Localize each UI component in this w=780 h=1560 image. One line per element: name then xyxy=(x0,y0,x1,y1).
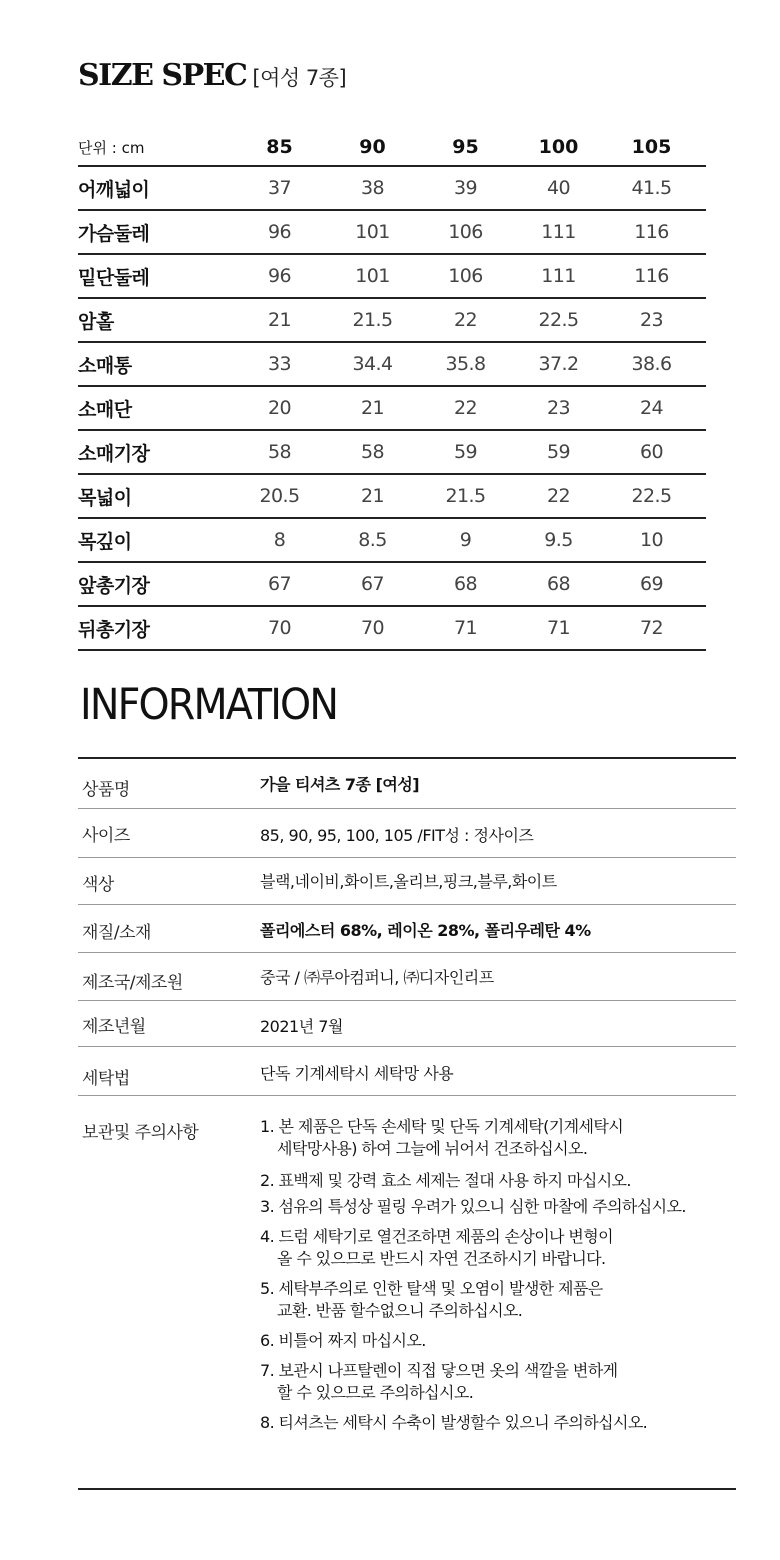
info-value: 폴리에스터 68%, 레이온 28%, 폴리우레탄 4% xyxy=(260,921,591,940)
care-item-text: 7. 보관시 나프탈렌이 직접 닿으면 옷의 색깔을 변하게 xyxy=(260,1361,618,1380)
info-row-size xyxy=(78,809,736,858)
care-item-text: 3. 섬유의 특성상 필링 우려가 있으니 심한 마찰에 주의하십시오. xyxy=(260,1197,686,1216)
care-item-continuation: 올 수 있으므로 반드시 자연 건조하시기 바랍니다. xyxy=(277,1249,606,1268)
measurement-value: 41.5 xyxy=(631,177,672,199)
size-spec-heading xyxy=(78,58,346,102)
measurement-value: 21 xyxy=(361,485,384,507)
measurement-value: 9.5 xyxy=(544,529,573,551)
info-label: 제조국/제조원 xyxy=(82,973,183,993)
measurement-value: 70 xyxy=(361,617,384,639)
table-row xyxy=(78,519,706,563)
info-value: 가을 티셔츠 7종 [여성] xyxy=(260,775,420,794)
measurement-label: 소매통 xyxy=(78,354,132,377)
care-item xyxy=(260,1360,736,1404)
info-row-manufacture-date xyxy=(78,1001,736,1047)
measurement-value: 22 xyxy=(454,309,477,331)
measurement-value: 106 xyxy=(448,221,483,243)
measurement-value: 8 xyxy=(273,529,286,551)
measurement-label: 가슴둘레 xyxy=(78,222,150,245)
measurement-label: 암홀 xyxy=(78,310,114,333)
measurement-label: 어깨넓이 xyxy=(78,178,150,201)
measurement-value: 116 xyxy=(634,221,669,243)
care-item xyxy=(260,1226,736,1270)
info-value: 단독 기계세탁시 세탁망 사용 xyxy=(260,1064,454,1083)
measurement-label: 밑단둘레 xyxy=(78,266,150,289)
info-label: 보관및 주의사항 xyxy=(82,1123,199,1143)
measurement-value: 22 xyxy=(547,485,570,507)
size-spec-title: SIZE SPEC xyxy=(78,58,247,93)
unit-label: 단위 : cm xyxy=(78,138,145,157)
measurement-value: 67 xyxy=(268,573,291,595)
measurement-value: 24 xyxy=(640,397,663,419)
measurement-value: 23 xyxy=(640,309,663,331)
table-row xyxy=(78,387,706,431)
measurement-value: 21 xyxy=(268,309,291,331)
measurement-value: 40 xyxy=(547,177,570,199)
info-value: 블랙,네이비,화이트,올리브,핑크,블루,화이트 xyxy=(260,872,557,891)
measurement-value: 106 xyxy=(448,265,483,287)
measurement-label: 소매기장 xyxy=(78,442,150,465)
measurement-value: 101 xyxy=(355,265,390,287)
table-row xyxy=(78,299,706,343)
measurement-value: 60 xyxy=(640,441,663,463)
information-title: INFORMATION xyxy=(80,680,338,730)
info-row-care xyxy=(78,1096,736,1434)
measurement-value: 37.2 xyxy=(538,353,579,375)
care-item-text: 8. 티셔츠는 세탁시 수축이 발생할수 있으니 주의하십시오. xyxy=(260,1413,648,1432)
size-header-105: 105 xyxy=(631,136,672,158)
measurement-value: 96 xyxy=(268,265,291,287)
care-item-text: 6. 비틀어 짜지 마십시오. xyxy=(260,1331,426,1350)
measurement-value: 35.8 xyxy=(445,353,486,375)
care-item-text: 5. 세탁부주의로 인한 탈색 및 오염이 발생한 제품은 xyxy=(260,1279,603,1298)
measurement-value: 71 xyxy=(547,617,570,639)
size-spec-subtitle: [여성 7종] xyxy=(252,66,347,90)
measurement-value: 34.4 xyxy=(352,353,393,375)
care-item-text: 4. 드럼 세탁기로 열건조하면 제품의 손상이나 변형이 xyxy=(260,1227,613,1246)
measurement-value: 111 xyxy=(541,265,576,287)
table-row xyxy=(78,563,706,607)
info-row-product-name xyxy=(78,759,736,809)
measurement-value: 116 xyxy=(634,265,669,287)
measurement-value: 21 xyxy=(361,397,384,419)
measurement-value: 68 xyxy=(547,573,570,595)
care-item xyxy=(260,1196,736,1218)
measurement-label: 뒤총기장 xyxy=(78,618,150,641)
measurement-value: 33 xyxy=(268,353,291,375)
care-item xyxy=(260,1170,736,1192)
measurement-value: 67 xyxy=(361,573,384,595)
care-item xyxy=(260,1330,736,1352)
size-table-header xyxy=(78,129,706,167)
info-row-color xyxy=(78,858,736,905)
table-row xyxy=(78,343,706,387)
size-header-90: 90 xyxy=(359,136,386,158)
measurement-value: 38.6 xyxy=(631,353,672,375)
measurement-value: 69 xyxy=(640,573,663,595)
care-item xyxy=(260,1278,736,1322)
measurement-value: 21.5 xyxy=(445,485,486,507)
measurement-value: 39 xyxy=(454,177,477,199)
care-item-continuation: 교환. 반품 할수없으니 주의하십시오. xyxy=(277,1301,523,1320)
care-instructions xyxy=(260,1096,736,1434)
measurement-value: 96 xyxy=(268,221,291,243)
information-table xyxy=(78,759,736,1434)
measurement-value: 23 xyxy=(547,397,570,419)
info-row-manufacturer xyxy=(78,953,736,1001)
info-row-material xyxy=(78,905,736,953)
info-label: 색상 xyxy=(82,875,114,895)
size-header-95: 95 xyxy=(452,136,479,158)
measurement-value: 58 xyxy=(361,441,384,463)
measurement-label: 소매단 xyxy=(78,398,132,421)
measurement-label: 앞총기장 xyxy=(78,574,150,597)
measurement-value: 58 xyxy=(268,441,291,463)
info-value: 2021년 7월 xyxy=(260,1017,343,1036)
size-header-85: 85 xyxy=(266,136,293,158)
table-row xyxy=(78,431,706,475)
table-row xyxy=(78,167,706,211)
care-item-continuation: 할 수 있으므로 주의하십시오. xyxy=(277,1383,474,1402)
info-label: 사이즈 xyxy=(82,826,130,846)
care-item-text: 2. 표백제 및 강력 효소 세제는 절대 사용 하지 마십시오. xyxy=(260,1171,631,1190)
information-bottom-divider xyxy=(78,1488,736,1490)
measurement-value: 59 xyxy=(454,441,477,463)
care-item-text: 1. 본 제품은 단독 손세탁 및 단독 기계세탁(기계세탁시 xyxy=(260,1117,624,1136)
info-row-washing xyxy=(78,1047,736,1096)
care-item-continuation: 세탁망사용) 하여 그늘에 뉘어서 건조하십시오. xyxy=(277,1139,588,1158)
measurement-value: 70 xyxy=(268,617,291,639)
measurement-value: 20.5 xyxy=(259,485,300,507)
measurement-value: 71 xyxy=(454,617,477,639)
measurement-value: 22.5 xyxy=(631,485,672,507)
info-value: 85, 90, 95, 100, 105 /FIT성 : 정사이즈 xyxy=(260,826,534,845)
measurement-value: 20 xyxy=(268,397,291,419)
table-row xyxy=(78,211,706,255)
info-label: 재질/소재 xyxy=(82,923,151,943)
table-row xyxy=(78,607,706,651)
info-label: 제조년월 xyxy=(82,1017,146,1037)
measurement-label: 목깊이 xyxy=(78,530,132,553)
measurement-value: 72 xyxy=(640,617,663,639)
measurement-label: 목넓이 xyxy=(78,486,132,509)
measurement-value: 10 xyxy=(640,529,663,551)
size-header-100: 100 xyxy=(538,136,579,158)
measurement-value: 21.5 xyxy=(352,309,393,331)
measurement-value: 68 xyxy=(454,573,477,595)
info-label: 세탁법 xyxy=(82,1069,130,1089)
measurement-value: 38 xyxy=(361,177,384,199)
measurement-value: 8.5 xyxy=(358,529,387,551)
care-item xyxy=(260,1412,736,1434)
measurement-value: 101 xyxy=(355,221,390,243)
care-list xyxy=(260,1116,736,1434)
table-row xyxy=(78,475,706,519)
info-value: 중국 / ㈜루아컴퍼니, ㈜디자인리프 xyxy=(260,968,494,987)
measurement-value: 22 xyxy=(454,397,477,419)
measurement-value: 59 xyxy=(547,441,570,463)
care-item xyxy=(260,1116,736,1160)
measurement-value: 111 xyxy=(541,221,576,243)
measurement-value: 37 xyxy=(268,177,291,199)
size-spec-table xyxy=(78,129,706,651)
measurement-value: 9 xyxy=(459,529,472,551)
info-label: 상품명 xyxy=(82,780,130,800)
measurement-value: 22.5 xyxy=(538,309,579,331)
table-row xyxy=(78,255,706,299)
